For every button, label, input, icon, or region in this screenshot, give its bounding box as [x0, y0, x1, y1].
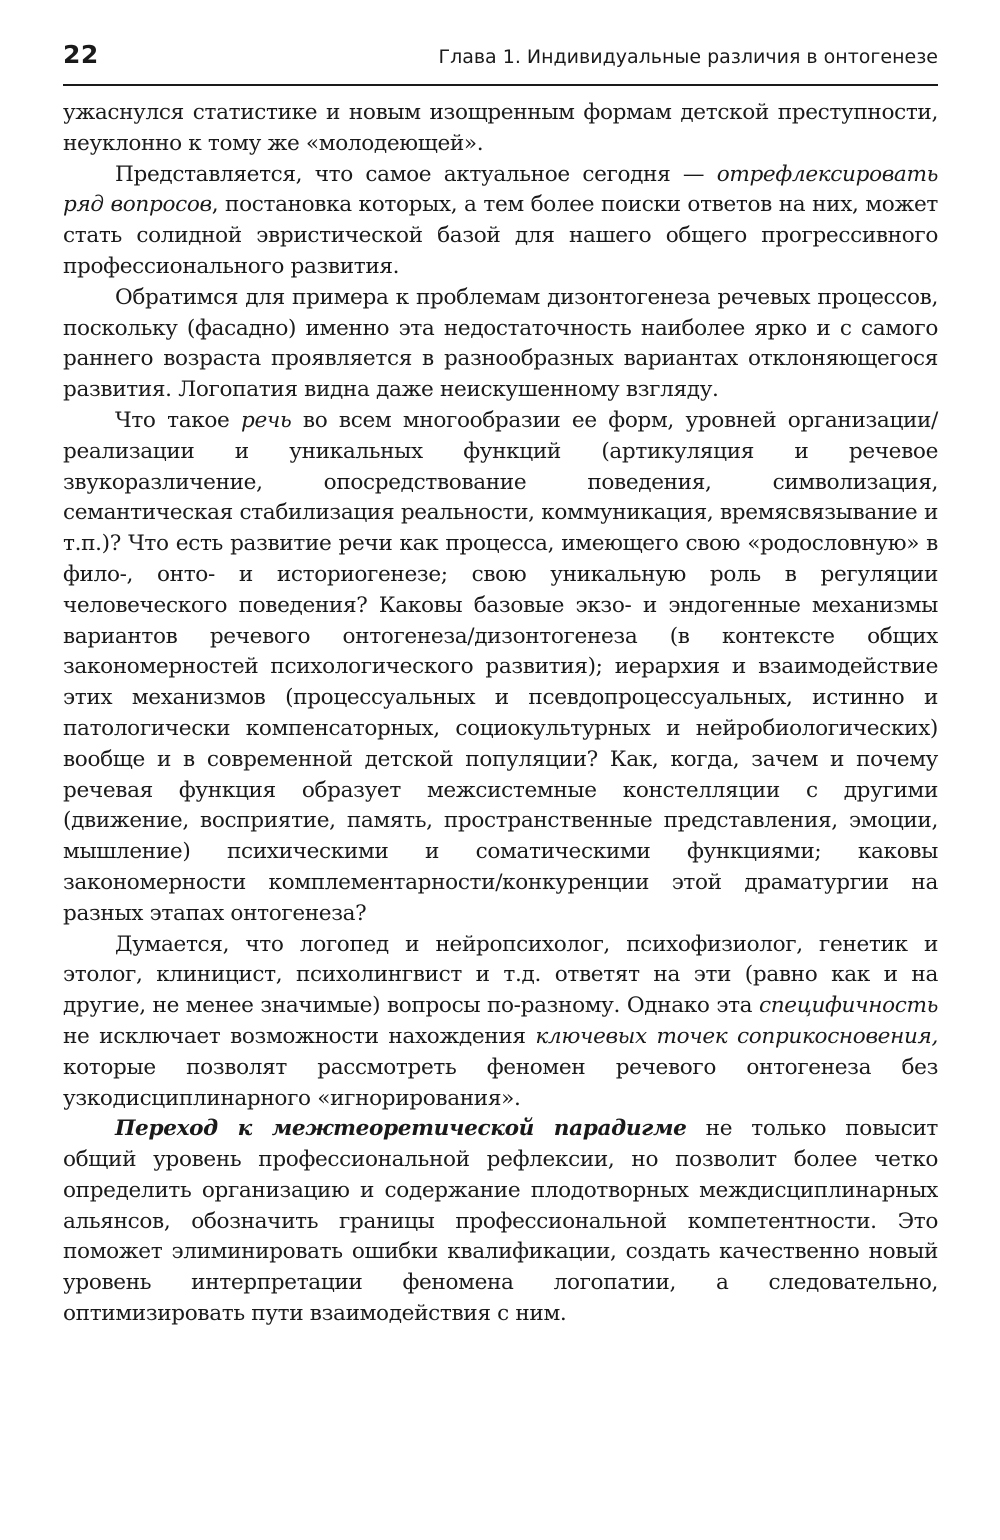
paragraph-5: [63, 930, 938, 1115]
paragraph-2-text-end: , постановка которых, а тем более поиски ответов на них, может стать солидной эвристической базой для нашего общего прогрессивного профессионального развития.: [63, 192, 938, 279]
running-head: [63, 40, 938, 86]
paragraph-6: [63, 1114, 938, 1330]
paragraph-2-text-start: Представляется, что самое актуальное сегодня —: [115, 161, 717, 187]
paragraph-3: [63, 283, 938, 406]
paragraph-2-italic-phrase: отрефлексировать ряд вопросов: [63, 161, 938, 218]
chapter-title: Глава 1. Индивидуальные различия в онтогенезе: [438, 46, 938, 68]
paragraph-6-bold-italic-phrase: Переход к межтеоретической парадигме: [115, 1116, 687, 1142]
paragraph-6-text-end: не только повысит общий уровень профессиональной рефлексии, но позволит более четко определить организацию и содержание плодотворных междисциплинарных альянсов, обозначить границы профессиональной компетентности. Это поможет элиминировать ошибки квалификации, создать качественно новый уровень интерпретации феномена логопатии, а следовательно, оптимизировать пути взаимодействия с ним.: [63, 1116, 938, 1327]
body-text: [63, 98, 938, 1330]
paragraph-4-text-end: во всем многообразии ее форм, уровней организации/реализации и уникальных функций (артикуляция и речевое звукоразличение, опосредствование поведения, символизация, семантическая стабилизация реальности, коммуникация, времясвязывание и т.п.)? Что есть развитие речи как процесса, имеющего свою «родословную» в фило-, онто- и историогенезе; свою уникальную роль в регуляции человеческого поведения? Каковы базовые экзо- и эндогенные механизмы вариантов речевого онтогенеза/дизонтогенеза (в контексте общих закономерностей психологического развития); иерархия и взаимодействие этих механизмов (процессуальных и псевдопроцессуальных, истинно и патологически компенсаторных, социокультурных и нейробиологических) вообще и в современной детской популяции? Как, когда, зачем и почему речевая функция образует межсистемные констелляции с другими (движение, восприятие, память, пространственные представления, эмоции, мышление) психическими и соматическими функциями; каковы закономерности комплементарности/конкуренции этой драматургии на разных этапах онтогенеза?: [63, 407, 938, 926]
paragraph-4-text-start: Что такое: [115, 407, 241, 433]
paragraph-1: [63, 98, 938, 160]
paragraph-5-text-end: которые позволят рассмотреть феномен речевого онтогенеза без узкодисциплинарного «игнорирования».: [63, 1054, 938, 1111]
paragraph-3-text: Обратимся для примера к проблемам дизонтогенеза речевых процессов, поскольку (фасадно) именно эта недостаточность наиболее ярко и с самого раннего возраста проявляется в разнообразных вариантах отклоняющегося развития. Логопатия видна даже неискушенному взгляду.: [63, 284, 938, 403]
paragraph-5-text-start: Думается, что логопед и нейропсихолог, психофизиолог, генетик и этолог, клиницист, психолингвист и т.д. ответят на эти (равно как и на другие, не менее значимые) вопросы по-разному. Однако эта: [63, 931, 938, 1019]
paragraph-5-italic-phrase: ключевых точек соприкосновения,: [535, 1023, 938, 1049]
paragraph-1-text: ужаснулся статистике и новым изощренным формам детской преступности, неуклонно к тому же «молодеющей».: [63, 100, 938, 156]
paragraph-4-italic-word: речь: [240, 407, 292, 433]
paragraph-4: [63, 406, 938, 930]
paragraph-2: [63, 160, 938, 283]
paragraph-5-italic-word: специфичность: [759, 993, 938, 1019]
paragraph-5-text-middle: не исключает возможности нахождения: [63, 1023, 536, 1049]
page-number: 22: [63, 40, 99, 69]
book-page: [63, 40, 938, 1330]
